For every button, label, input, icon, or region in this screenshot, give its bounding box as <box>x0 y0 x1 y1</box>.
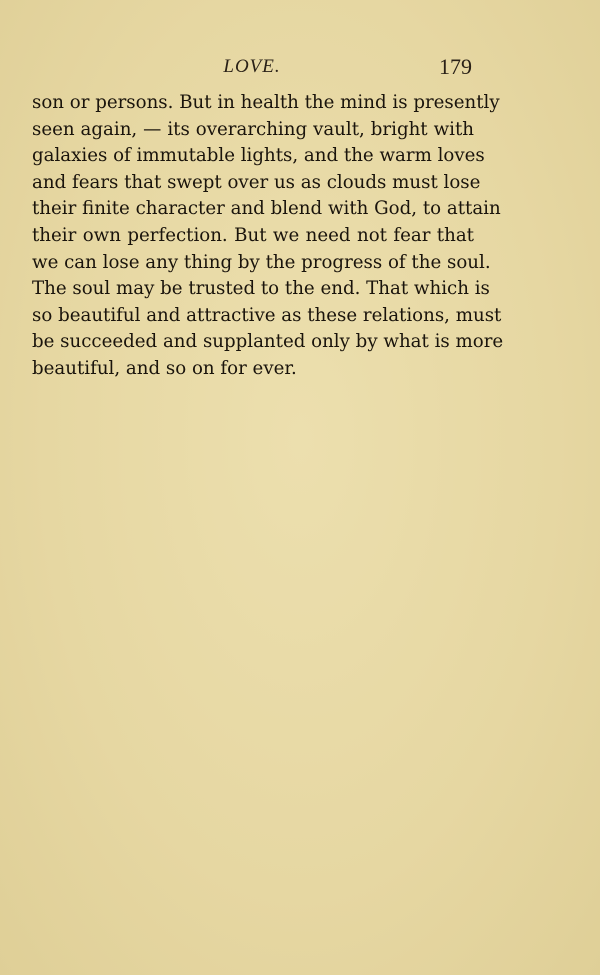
text-line: we can lose any thing by the progress of the soul. <box>32 251 491 273</box>
body-paragraph <box>32 90 504 383</box>
text-line: so beautiful and attractive as these relations, must <box>32 304 502 326</box>
text-line: galaxies of immutable lights, and the warm loves <box>32 145 485 167</box>
text-line: and fears that swept over us as clouds must lose <box>32 171 481 193</box>
page-number: 179 <box>439 54 472 79</box>
running-title: LOVE. <box>223 56 281 77</box>
text-line: be succeeded and supplanted only by what is more <box>32 331 504 353</box>
text-line: their finite character and blend with God, to attain <box>32 198 501 220</box>
text-line: seen again, — its overarching vault, bright with <box>32 118 474 140</box>
running-head <box>32 56 472 84</box>
text-line: beautiful, and so on for ever. <box>32 357 297 379</box>
text-line: son or persons. But in health the mind is presently <box>32 92 500 113</box>
text-line: The soul may be trusted to the end. That which is <box>32 278 490 300</box>
text-line: their own perfection. But we need not fear that <box>32 224 474 246</box>
